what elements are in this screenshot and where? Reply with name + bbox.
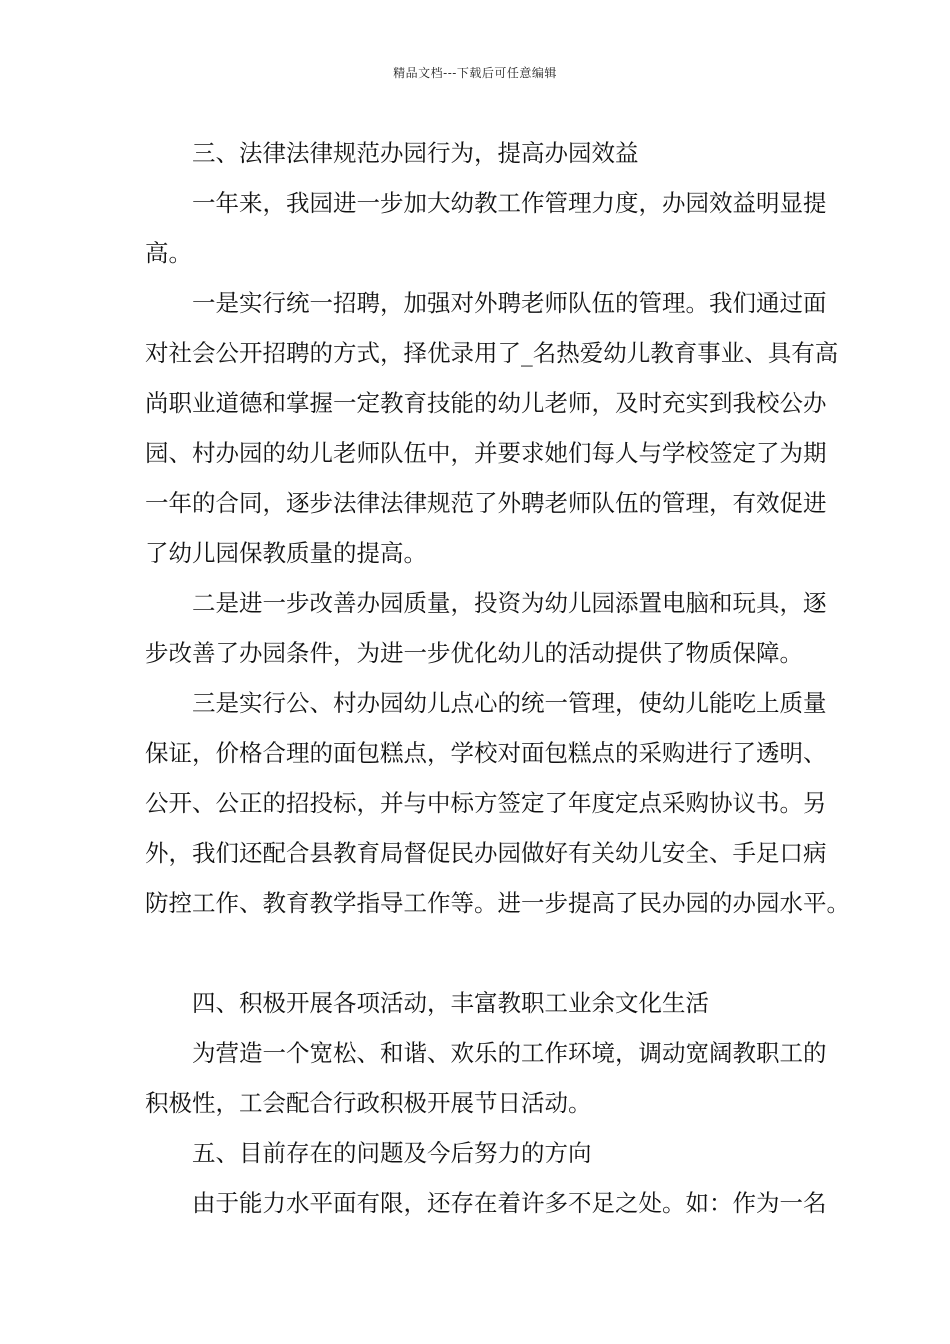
document-body [145,128,850,1228]
section-heading-5: 五、目前存在的问题及今后努力的方向 [192,1139,592,1167]
blank-line [145,928,817,978]
paragraph-line: 由于能力水平面有限，还存在着许多不足之处。如：作为一名 [192,1189,827,1217]
page-header: 精品文档---下载后可任意编辑 [393,66,557,80]
paragraph-line: 了幼儿园保教质量的提高。 [145,539,427,567]
paragraph-line: 步改善了办园条件，为进一步优化幼儿的活动提供了物质保障。 [145,639,803,667]
paragraph-line: 园、村办园的幼儿老师队伍中，并要求她们每人与学校签定了为期 [145,439,827,467]
section-heading-4: 四、积极开展各项活动，丰富教职工业余文化生活 [192,989,709,1017]
paragraph-line: 为营造一个宽松、和谐、欢乐的工作环境，调动宽阔教职工的 [192,1039,827,1067]
paragraph-line: 积极性，工会配合行政积极开展节日活动。 [145,1089,592,1117]
paragraph-line: 一年来，我园进一步加大幼教工作管理力度，办园效益明显提 [192,189,827,217]
paragraph-line: 尚职业道德和掌握一定教育技能的幼儿老师，及时充实到我校公办 [145,389,827,417]
paragraph-line: 外，我们还配合县教育局督促民办园做好有关幼儿安全、手足口病 [145,839,827,867]
paragraph-line: 三是实行公、村办园幼儿点心的统一管理，使幼儿能吃上质量 [192,689,827,717]
paragraph-line: 防控工作、教育教学指导工作等。进一步提高了民办园的办园水平。 [145,889,850,917]
paragraph-line: 一是实行统一招聘，加强对外聘老师队伍的管理。我们通过面 [192,289,827,317]
paragraph-line: 公开、公正的招投标，并与中标方签定了年度定点采购协议书。另 [145,789,827,817]
paragraph-line: 高。 [145,239,192,267]
paragraph-line: 保证，价格合理的面包糕点，学校对面包糕点的采购进行了透明、 [145,739,827,767]
paragraph-line: 对社会公开招聘的方式，择优录用了_名热爱幼儿教育事业、具有高 [145,339,839,367]
paragraph-line: 二是进一步改善办园质量，投资为幼儿园添置电脑和玩具，逐 [192,589,827,617]
section-heading-3: 三、法律法律规范办园行为，提高办园效益 [192,139,639,167]
paragraph-line: 一年的合同，逐步法律法律规范了外聘老师队伍的管理，有效促进 [145,489,827,517]
